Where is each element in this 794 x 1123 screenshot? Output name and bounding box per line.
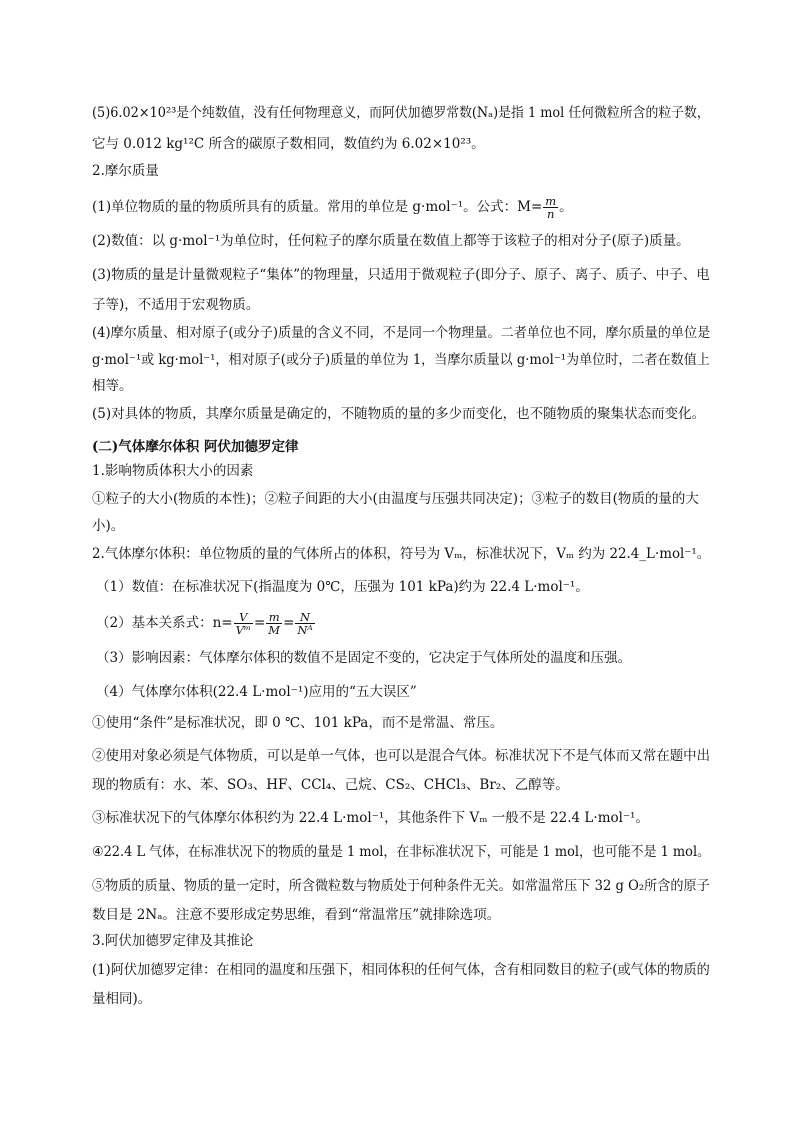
fraction-denominator: M [268, 623, 281, 637]
text-line-formula [96, 611, 316, 636]
fraction-numerator: V [234, 611, 253, 624]
text-line: （1）数值：在标准状况下(指温度为 0℃，压强为 101 kPa)约为 22.4 L·mol⁻¹。 [96, 579, 589, 595]
section-heading: 2.摩尔质量 [92, 163, 159, 179]
text-line-formula [92, 195, 573, 220]
fraction-numerator: m [266, 611, 282, 624]
text-line: 数目是 2Nₐ。注意不要形成定势思维，看到“常温常压”就排除选项。 [92, 907, 501, 923]
text-line: 小)。 [92, 518, 125, 534]
equals-sign: = [253, 615, 266, 631]
text-line: (5)对具体的物质，其摩尔质量是确定的，不随物质的量的多少而变化，也不随物质的聚集状态而变化。 [92, 406, 706, 422]
text-line: 量相同)。 [92, 991, 152, 1007]
text-line: (4)摩尔质量、相对原子(或分子)质量的含义不同，不是同一个物理量。二者单位也不同，摩尔质量的单位是 [92, 325, 711, 341]
text-line: ①粒子的大小(物质的本性)；②粒子间距的大小(由温度与压强共同决定)；③粒子的数目(物质的量的大 [92, 491, 699, 507]
fraction-v-over-vm [234, 611, 253, 636]
fraction-m-over-M [266, 611, 282, 636]
text-span: (1)单位物质的量的物质所具有的质量。常用的单位是 g·mol⁻¹。公式：M= [92, 199, 543, 215]
equals-sign: = [283, 615, 295, 631]
fraction-denominator: n [547, 207, 555, 221]
fraction-denominator: Vᵐ [235, 623, 251, 637]
text-line: 子等)，不适用于宏观物质。 [92, 297, 260, 313]
text-line: （3）影响因素：气体摩尔体积的数值不是固定不变的，它决定于气体所处的温度和压强。 [96, 650, 632, 666]
text-line: ①使用“条件”是标准状况，即 0 ℃、101 kPa，而不是常温、常压。 [92, 715, 504, 731]
text-line: 它与 0.012 kg¹²C 所含的碳原子数相同，数值约为 6.02×10²³。 [92, 136, 485, 152]
fraction-denominator: Nᴬ [297, 623, 313, 637]
fraction-N-over-NA [295, 611, 314, 636]
text-line: 2.气体摩尔体积：单位物质的量的气体所占的体积，符号为 Vₘ，标准状况下，Vₘ 约为 22.4_L·mol⁻¹。 [92, 546, 711, 562]
text-span: （2）基本关系式：n= [96, 615, 233, 631]
text-span: 。 [559, 199, 573, 215]
text-line: 相等。 [92, 378, 133, 394]
fraction-m-over-n [543, 195, 558, 220]
text-line: ③标准状况下的气体摩尔体积约为 22.4 L·mol⁻¹，其他条件下 Vₘ 一般不是 22.4 L·mol⁻¹。 [92, 810, 649, 826]
fraction-numerator: m [545, 194, 557, 208]
fraction-numerator: N [295, 611, 314, 624]
text-line: 现的物质有：水、苯、SO₃、HF、CCl₄、己烷、CS₂、CHCl₃、Br₂、乙醇等。 [92, 777, 569, 793]
section-heading: 1.影响物质体积大小的因素 [92, 463, 254, 479]
text-line: (2)数值：以 g·mol⁻¹为单位时，任何粒子的摩尔质量在数值上都等于该粒子的相对分子(原子)质量。 [92, 233, 690, 249]
section-heading: (二)气体摩尔体积 阿伏加德罗定律 [92, 439, 299, 455]
text-line: ⑤物质的质量、物质的量一定时，所含微粒数与物质处于何种条件无关。如常温常压下 32 g O₂所含的原子 [92, 878, 710, 894]
text-line: g·mol⁻¹或 kg·mol⁻¹，相对原子(或分子)质量的单位为 1，当摩尔质量以 g·mol⁻¹为单位时，二者在数值上 [92, 352, 710, 368]
text-line: ②使用对象必须是气体物质，可以是单一气体，也可以是混合气体。标准状况下不是气体而又常在题中出 [92, 748, 711, 764]
text-line: ④22.4 L 气体，在标准状况下的物质的量是 1 mol，在非标准状况下，可能是 1 mol，也可能不是 1 mol。 [92, 844, 710, 860]
text-line: (1)阿伏加德罗定律：在相同的温度和压强下，相同体积的任何气体，含有相同数目的粒子(或气体的物质的 [92, 962, 710, 978]
text-line: （4）气体摩尔体积(22.4 L·mol⁻¹)应用的“五大误区” [96, 684, 417, 700]
text-line: (5)6.02×10²³是个纯数值，没有任何物理意义，而阿伏加德罗常数(Nₐ)是指 1 mol 任何微粒所含的粒子数， [92, 105, 710, 121]
section-heading: 3.阿伏加德罗定律及其推论 [92, 933, 254, 949]
text-line: (3)物质的量是计量微观粒子“集体”的物理量，只适用于微观粒子(即分子、原子、离子、质子、中子、电 [92, 267, 710, 283]
